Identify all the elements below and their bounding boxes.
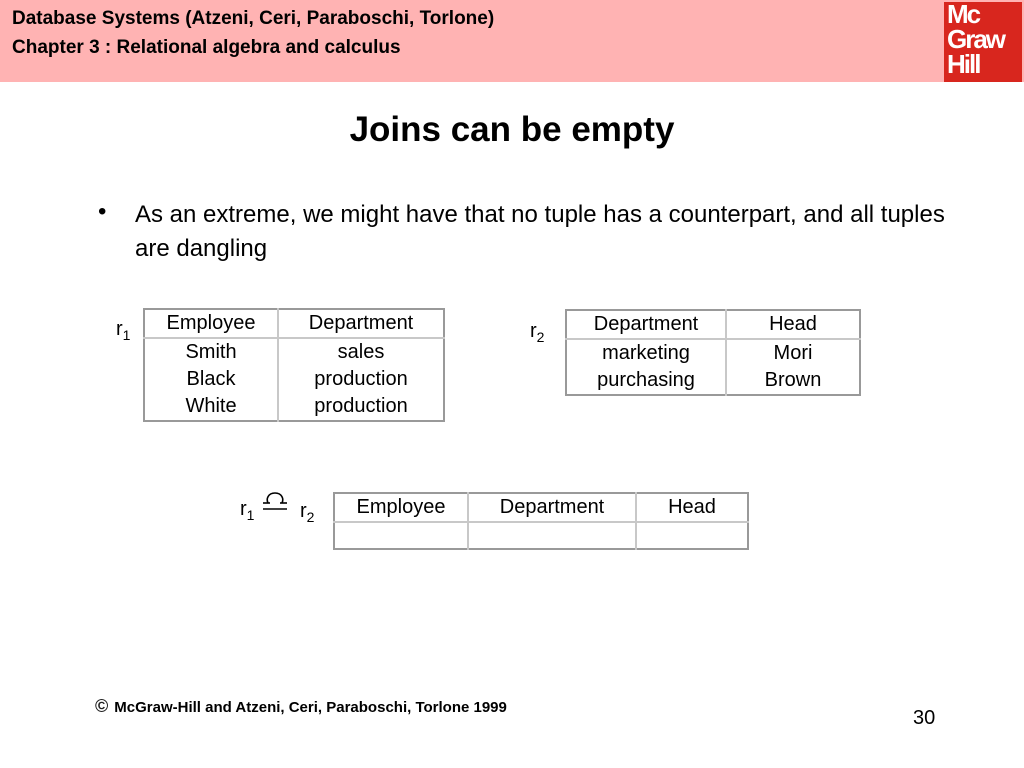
- r2-table: [565, 309, 861, 396]
- join-result-table: [333, 492, 749, 550]
- table-cell: Brown: [726, 367, 860, 395]
- table-cell: Smith: [185, 341, 237, 363]
- page-number: 30: [913, 707, 936, 729]
- table-cell: production: [278, 393, 444, 421]
- column-header: Department: [468, 493, 636, 522]
- join-right-subscript: 2: [306, 509, 315, 525]
- copyright-icon: ©: [95, 696, 109, 716]
- table-cell: [334, 522, 468, 549]
- table-cell: Mori: [726, 339, 860, 367]
- r1-subscript: 1: [122, 327, 131, 343]
- table-cell: purchasing: [597, 369, 695, 391]
- table-row: [144, 393, 444, 421]
- slide-title: Joins can be empty: [349, 110, 675, 149]
- join-left-name: r: [240, 498, 247, 520]
- table-row: [144, 338, 444, 366]
- column-header: Employee: [334, 493, 468, 522]
- table-header-row: [334, 493, 748, 522]
- table-cell: [636, 522, 748, 549]
- chapter-title: Chapter 3 : Relational algebra and calculus: [12, 37, 401, 58]
- book-title: Database Systems (Atzeni, Ceri, Paraboschi, Torlone): [12, 8, 495, 29]
- join-left-subscript: 1: [246, 507, 255, 523]
- column-header: Department: [566, 310, 726, 339]
- table-row: [144, 366, 444, 393]
- r2-name: r: [530, 320, 537, 342]
- column-header: Employee: [144, 309, 278, 338]
- r2-subscript: 2: [536, 329, 545, 345]
- column-header: Head: [636, 493, 748, 522]
- table-cell: [468, 522, 636, 549]
- join-right-operand: [300, 500, 314, 525]
- table-cell: production: [278, 366, 444, 393]
- copyright-text: McGraw-Hill and Atzeni, Ceri, Paraboschi, Torlone 1999: [114, 699, 507, 716]
- table-row: [566, 339, 860, 367]
- table-row: [566, 367, 860, 395]
- table-header-row: [144, 309, 444, 338]
- r1-table: [143, 308, 445, 422]
- join-right-name: r: [300, 500, 307, 522]
- table-row: [334, 522, 748, 549]
- logo-line: Graw: [947, 24, 1005, 54]
- logo-line: Mc: [947, 0, 980, 29]
- table-cell: White: [185, 395, 237, 417]
- table-cell: sales: [278, 338, 444, 366]
- column-header: Head: [726, 310, 860, 339]
- slide-header: [0, 0, 1024, 82]
- bullet-text: As an extreme, we might have that no tuple has a counterpart, and all tuples are dangling: [135, 201, 945, 262]
- bullet-marker: •: [98, 198, 107, 225]
- table-header-row: [566, 310, 860, 339]
- r1-label: [116, 318, 130, 343]
- footer: [95, 696, 507, 717]
- join-left-operand: [240, 498, 254, 523]
- logo-line: Hill: [947, 49, 980, 79]
- r1-name: r: [116, 318, 123, 340]
- mcgraw-hill-logo: [944, 2, 1022, 82]
- column-header: Department: [278, 309, 444, 338]
- natural-join-icon: [258, 487, 292, 517]
- table-cell: marketing: [602, 342, 690, 364]
- table-cell: Black: [186, 368, 236, 390]
- r2-label: [530, 320, 544, 345]
